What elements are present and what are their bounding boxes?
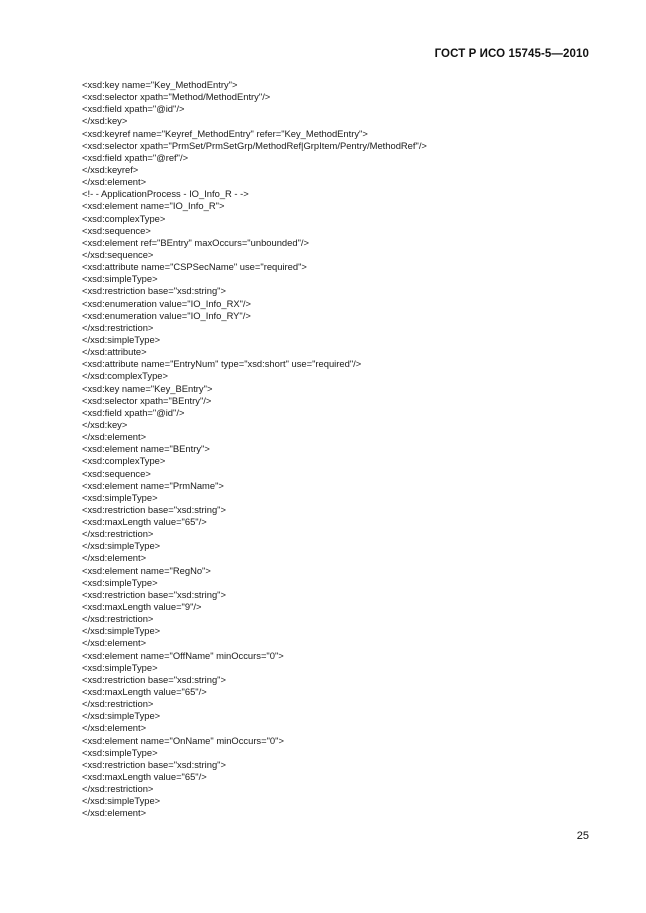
code-line: <xsd:enumeration value="IO_Info_RY"/> bbox=[82, 309, 251, 321]
code-line: <xsd:maxLength value="65"/> bbox=[82, 686, 207, 698]
code-line: <xsd:element name="OffName" minOccurs="0"> bbox=[82, 649, 284, 661]
code-line: <xsd:element name="RegNo"> bbox=[82, 564, 211, 576]
code-line: </xsd:restriction> bbox=[82, 613, 154, 625]
code-line: </xsd:restriction> bbox=[82, 698, 154, 710]
code-line: <xsd:field xpath="@id"/> bbox=[82, 406, 185, 418]
code-line: <xsd:simpleType> bbox=[82, 273, 158, 285]
code-line: </xsd:sequence> bbox=[82, 248, 154, 260]
standard-header: ГОСТ Р ИСО 15745-5—2010 bbox=[434, 48, 589, 60]
code-line: <xsd:element name="OnName" minOccurs="0"> bbox=[82, 734, 284, 746]
code-line: <xsd:sequence> bbox=[82, 224, 151, 236]
code-line: <xsd:field xpath="@ref"/> bbox=[82, 151, 189, 163]
code-line: </xsd:simpleType> bbox=[82, 333, 161, 345]
code-line: </xsd:element> bbox=[82, 552, 147, 564]
code-line: <xsd:complexType> bbox=[82, 212, 166, 224]
code-line: </xsd:restriction> bbox=[82, 528, 154, 540]
code-line: <xsd:element name="PrmName"> bbox=[82, 479, 224, 491]
code-line: <xsd:element ref="BEntry" maxOccurs="unbounded"/> bbox=[82, 236, 309, 248]
code-line: <xsd:restriction base="xsd:string"> bbox=[82, 285, 226, 297]
code-line: <xsd:element name="BEntry"> bbox=[82, 443, 210, 455]
code-line: </xsd:restriction> bbox=[82, 321, 154, 333]
code-line: </xsd:simpleType> bbox=[82, 540, 161, 552]
code-line: </xsd:key> bbox=[82, 115, 128, 127]
code-line: <xsd:attribute name="CSPSecName" use="required"> bbox=[82, 261, 307, 273]
code-line: </xsd:complexType> bbox=[82, 370, 168, 382]
code-line: <xsd:simpleType> bbox=[82, 661, 158, 673]
code-line: </xsd:element> bbox=[82, 637, 147, 649]
code-line: <xsd:attribute name="EntryNum" type="xsd:short" use="required"/> bbox=[82, 358, 362, 370]
page-number: 25 bbox=[576, 830, 589, 842]
code-line: <xsd:enumeration value="IO_Info_RX"/> bbox=[82, 297, 251, 309]
code-line: <xsd:simpleType> bbox=[82, 746, 158, 758]
code-line: <xsd:sequence> bbox=[82, 467, 151, 479]
code-line: <xsd:maxLength value="9"/> bbox=[82, 601, 202, 613]
xsd-code-listing bbox=[82, 79, 602, 820]
code-line: <xsd:selector xpath="PrmSet/PrmSetGrp/MethodRef|GrpItem/Pentry/MethodRef"/> bbox=[82, 139, 427, 151]
code-line: <xsd:key name="Key_MethodEntry"> bbox=[82, 79, 238, 90]
code-line: <xsd:element name="IO_Info_R"> bbox=[82, 200, 225, 212]
code-line: </xsd:simpleType> bbox=[82, 795, 161, 807]
code-line: <xsd:restriction base="xsd:string"> bbox=[82, 673, 226, 685]
code-line: </xsd:attribute> bbox=[82, 346, 147, 358]
code-line: <xsd:restriction base="xsd:string"> bbox=[82, 503, 226, 515]
code-line: <xsd:simpleType> bbox=[82, 576, 158, 588]
code-line: <xsd:restriction base="xsd:string"> bbox=[82, 758, 226, 770]
code-line: <xsd:restriction base="xsd:string"> bbox=[82, 588, 226, 600]
code-line: <xsd:field xpath="@id"/> bbox=[82, 103, 185, 115]
code-line: </xsd:simpleType> bbox=[82, 710, 161, 722]
code-line: </xsd:key> bbox=[82, 418, 128, 430]
code-line: <xsd:complexType> bbox=[82, 455, 166, 467]
code-line: <xsd:keyref name="Keyref_MethodEntry" refer="Key_MethodEntry"> bbox=[82, 127, 368, 139]
code-line: <xsd:selector xpath="BEntry"/> bbox=[82, 394, 212, 406]
code-line: </xsd:element> bbox=[82, 722, 147, 734]
code-line: <!- - ApplicationProcess - IO_Info_R - -> bbox=[82, 188, 249, 200]
code-line: <xsd:maxLength value="65"/> bbox=[82, 771, 207, 783]
code-line: </xsd:keyref> bbox=[82, 163, 139, 175]
code-line: <xsd:simpleType> bbox=[82, 491, 158, 503]
code-line: </xsd:element> bbox=[82, 176, 147, 188]
code-line: </xsd:restriction> bbox=[82, 783, 154, 795]
code-line: </xsd:element> bbox=[82, 431, 147, 443]
code-line: </xsd:element> bbox=[82, 807, 147, 819]
code-line: </xsd:simpleType> bbox=[82, 625, 161, 637]
code-line: <xsd:key name="Key_BEntry"> bbox=[82, 382, 213, 394]
code-line: <xsd:selector xpath="Method/MethodEntry"/> bbox=[82, 91, 271, 103]
code-line: <xsd:maxLength value="65"/> bbox=[82, 516, 207, 528]
